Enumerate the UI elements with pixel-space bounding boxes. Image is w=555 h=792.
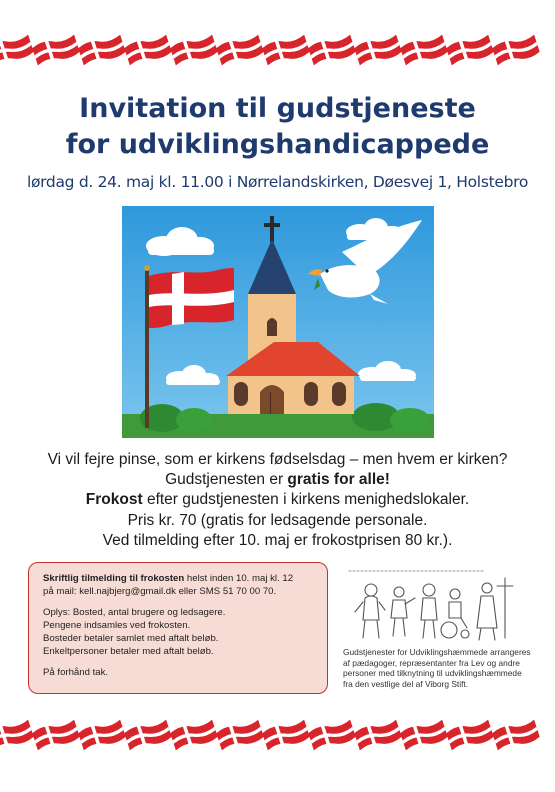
danish-flag-icon	[215, 717, 264, 753]
caption-line: Gudstjenester for Udviklingshæmmede arrangeres	[343, 647, 531, 657]
late-price-text: Ved tilmelding efter 10. maj er frokostprisen 80 kr.).	[102, 532, 453, 549]
danish-flag-icon	[353, 717, 402, 753]
danish-flag-icon	[399, 717, 448, 753]
registration-info-4: Enkeltpersoner betaler med aftalt beløb.	[43, 646, 214, 658]
danish-flag-icon	[353, 32, 402, 68]
danish-flag-icon	[123, 32, 172, 68]
page-title-line-2: for udviklingshandicappede	[65, 129, 490, 160]
danish-flag-icon	[31, 32, 80, 68]
registration-deadline: helst inden 10. maj kl. 12	[184, 573, 294, 584]
event-details: lørdag d. 24. maj kl. 11.00 i Nørrelandskirken, Døesvej 1, Holstebro	[26, 173, 529, 191]
danish-flag-icon	[215, 32, 264, 68]
page-title-line-1: Invitation til gudstjeneste	[79, 93, 476, 124]
registration-heading-bold: Skriftlig tilmelding til frokosten	[43, 573, 185, 584]
organizer-caption	[343, 647, 533, 689]
danish-flag-icon	[77, 32, 126, 68]
registration-closing: På forhånd tak.	[43, 666, 109, 678]
lunch-emphasis: Frokost	[85, 491, 143, 508]
danish-flag-icon	[77, 717, 126, 753]
danish-flag-icon	[307, 717, 356, 753]
danish-flag-icon	[307, 32, 356, 68]
danish-flag-icon	[31, 717, 80, 753]
danish-flag-icon	[491, 717, 540, 753]
free-service-prefix: Gudstjenesten er	[165, 471, 288, 488]
danish-flag-icon	[169, 717, 218, 753]
church-illustration	[122, 206, 434, 438]
intro-text: Vi vil fejre pinse, som er kirkens fødselsdag – men hvem er kirken?	[47, 451, 508, 468]
lunch-text	[0, 490, 555, 510]
danish-flag-icon	[261, 717, 310, 753]
danish-flag-icon	[261, 32, 310, 68]
registration-box	[28, 562, 328, 694]
registration-heading	[43, 572, 313, 585]
lunch-rest: efter gudstjenesten i kirkens menighedslokaler.	[142, 491, 470, 508]
danish-flag-icon	[445, 32, 494, 68]
registration-contact: på mail: kell.najbjerg@gmail.dk eller SMS 51 70 00 70.	[43, 586, 277, 598]
danish-flag-icon	[123, 717, 172, 753]
registration-info-3: Bosteder betaler samlet med aftalt beløb.	[43, 633, 219, 645]
danish-flag-icon	[0, 717, 35, 753]
danish-flag-banner-bottom	[0, 705, 555, 765]
danish-flag-icon	[399, 32, 448, 68]
caption-line: personer med tilknytning til udviklingshæmmede	[343, 668, 522, 679]
registration-info-1: Oplys: Bosted, antal brugere og ledsagere.	[43, 606, 226, 618]
danish-flag-icon	[491, 32, 540, 68]
caption-line: af pædagoger, repræsentanter fra Lev og andre	[343, 657, 520, 668]
danish-flag-icon	[169, 32, 218, 68]
registration-info-2: Pengene indsamles ved frokosten.	[43, 619, 191, 631]
free-service-emphasis: gratis for alle!	[287, 471, 390, 488]
people-sketch	[345, 568, 525, 646]
caption-line: fra den vestlige del af Viborg Stift.	[343, 678, 469, 689]
danish-flag-icon	[0, 32, 35, 68]
free-service-text	[0, 470, 555, 490]
price-text: Pris kr. 70 (gratis for ledsagende personale.	[127, 512, 428, 529]
danish-flag-banner-top	[0, 20, 555, 80]
danish-flag-icon	[445, 717, 494, 753]
